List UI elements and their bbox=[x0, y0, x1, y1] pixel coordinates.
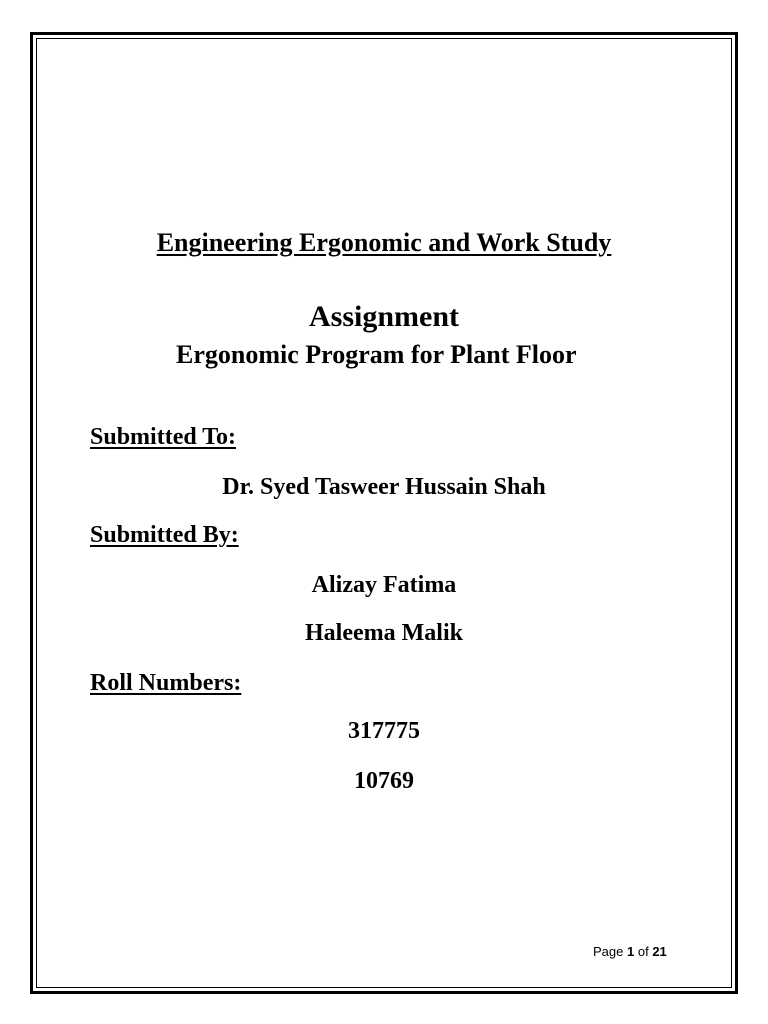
page-footer bbox=[593, 944, 667, 959]
page-of: of bbox=[637, 944, 649, 959]
assignment-topic: Ergonomic Program for Plant Floor bbox=[176, 340, 577, 369]
submitter-name: Haleema Malik bbox=[305, 620, 463, 646]
roll-number: 10769 bbox=[354, 768, 414, 794]
roll-number: 317775 bbox=[348, 718, 420, 744]
page-prefix: Page bbox=[593, 944, 624, 959]
submitter-name: Alizay Fatima bbox=[311, 572, 457, 598]
submitted-to-label: Submitted To: bbox=[90, 424, 237, 450]
total-pages: 21 bbox=[652, 944, 667, 959]
roll-numbers-label: Roll Numbers: bbox=[90, 670, 242, 696]
submitted-to-name: Dr. Syed Tasweer Hussain Shah bbox=[222, 474, 546, 500]
submitted-by-label: Submitted By: bbox=[90, 522, 239, 548]
course-title: Engineering Ergonomic and Work Study bbox=[156, 228, 612, 257]
page-border-inner bbox=[36, 38, 732, 988]
page-number: 1 bbox=[627, 944, 635, 959]
assignment-heading: Assignment bbox=[308, 300, 459, 333]
